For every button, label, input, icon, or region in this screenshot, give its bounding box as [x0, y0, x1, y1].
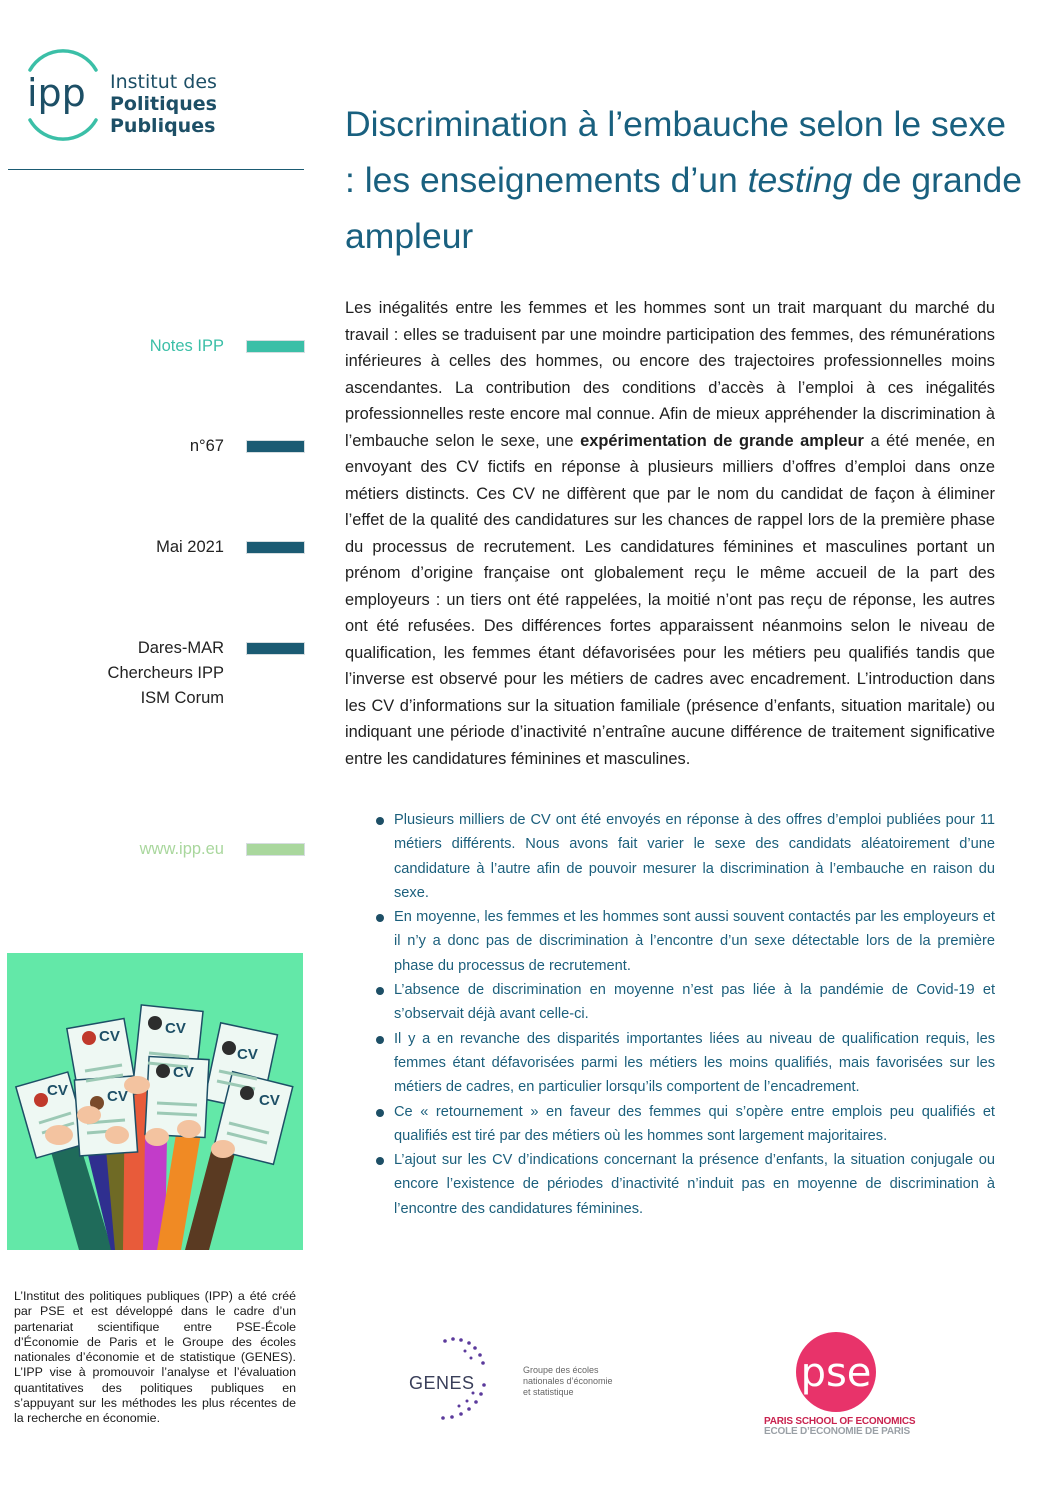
- date-bar: [246, 541, 305, 554]
- authors: [108, 636, 224, 711]
- title-part2: de grande ampleur: [345, 160, 1022, 256]
- genes-logo: [405, 1333, 615, 1428]
- abstract-text-1: Les inégalités entre les femmes et les hommes sont un trait marquant du marché du travail : elles se traduisent par une moindre participation des femmes, des rémunérations inférieures à celles des hommes, ou encore des trajectoires professionnelles moins ascendantes. La contribution des conditions d’accès à l’emploi à ces inégalités professionnelles reste encore mal connue. Afin de mieux appréhender la discrimination à l’embauche selon le sexe, une: [345, 299, 995, 450]
- key-point-text: L’ajout sur les CV d’indications concernant la présence d’enfants, la situation conjugale ou encore l’existence de périodes d’inactivité n’induit pas en moyenne de discrimination à l’encontre des candidatures féminines.: [394, 1152, 995, 1217]
- genes-sub2: nationales d’économie: [523, 1376, 613, 1386]
- key-point: [372, 978, 995, 1027]
- genes-mark-icon: [405, 1333, 501, 1428]
- genes-name: GENES: [409, 1373, 475, 1393]
- issue-bar: [246, 440, 305, 453]
- cv-label: CV: [165, 1020, 186, 1037]
- ipp-logo: [18, 40, 318, 150]
- pse-mark-text: pse: [800, 1350, 872, 1396]
- publication-date: Mai 2021: [156, 538, 224, 556]
- cv-label: CV: [47, 1082, 68, 1099]
- abstract-bold: expérimentation de grande ampleur: [580, 431, 864, 450]
- key-point-text: En moyenne, les femmes et les hommes sont aussi souvent contactés par les employeurs et il n’y a donc pas de discrimination à l’encontre d’un sexe détectable lors de la première phase du processus de recrutement.: [394, 909, 995, 974]
- bullet-icon: [376, 1157, 384, 1165]
- issue-number: n°67: [189, 437, 224, 455]
- abstract: [345, 295, 995, 772]
- ipp-description: L’Institut des politiques publiques (IPP) a été créé par PSE et est développé dans le cadre d’un partenariat scientifique entre PSE-École d’Économie de Paris et le Groupe des écoles nationales d’économie et de statistique (GENES). L’IPP vise à promouvoir l’analyse et l’évaluation quantitatives des politiques publiques en s’appuyant sur les méthodes les plus récentes de la recherche en économie.: [14, 1289, 296, 1426]
- title-italic: testing: [747, 160, 853, 200]
- series-label: Notes IPP: [149, 337, 224, 355]
- key-points-list: [372, 808, 995, 1221]
- cv-label: CV: [259, 1092, 280, 1109]
- website-link[interactable]: www.ipp.eu: [139, 840, 224, 858]
- authors-bar: [246, 642, 305, 655]
- pse-mark-icon: [760, 1328, 920, 1412]
- author-1: Dares-MAR: [137, 639, 224, 657]
- bullet-icon: [376, 1036, 384, 1044]
- logo-name-line2: Politiques Publiques: [110, 93, 217, 137]
- cv-label: CV: [107, 1088, 128, 1105]
- key-point: [372, 1100, 995, 1149]
- ipp-logo-mark: [18, 40, 108, 148]
- genes-sub3: et statistique: [523, 1387, 574, 1397]
- pse-caption2: ECOLE D’ECONOMIE DE PARIS: [764, 1426, 910, 1437]
- key-point: [372, 1148, 995, 1221]
- page-title: [345, 96, 1025, 264]
- author-2: Chercheurs IPP: [107, 664, 224, 682]
- ipp-logo-text: ipp: [27, 71, 86, 115]
- website-bar: [246, 843, 305, 856]
- author-3: ISM Corum: [140, 689, 224, 707]
- title-part1: Discrimination à l’embauche selon le sexe : les enseignements d’un: [345, 104, 1007, 200]
- bullet-icon: [376, 1109, 384, 1117]
- cv-label: CV: [173, 1064, 194, 1081]
- pse-logo: [760, 1328, 920, 1438]
- cv-label: CV: [237, 1046, 258, 1063]
- key-point-text: Plusieurs milliers de CV ont été envoyés en réponse à des offres d’emploi publiées pour 11 métiers différents. Nous avons fait varier le sexe des candidats aléatoirement d’une candidature à l’autre afin de pouvoir mesurer la discrimination à l’embauche en raison du sexe.: [394, 812, 995, 901]
- key-point: [372, 808, 995, 905]
- sidebar-rule: [8, 169, 304, 170]
- pse-caption1: PARIS SCHOOL OF ECONOMICS: [764, 1416, 916, 1427]
- bullet-icon: [376, 987, 384, 995]
- raised-hands-cv-icon: [7, 953, 303, 1250]
- abstract-text-2: a été menée, en envoyant des CV fictifs en réponse à plusieurs milliers d’offres d’emploi dans onze métiers distincts. Ces CV ne diffèrent que par le nom du candidat de façon à éliminer l’effet de la qualité des candidatures sur les chances de rappel lors de la première phase du processus de recrutement. Les candidatures féminines et masculines portant un prénom d’origine française ont globalement reçu le même accueil de la part des employeurs : un tiers ont été rappelées, la moitié n’ont pas reçu de réponse, les autres ont été refusées. Des différences fortes apparaissent néanmoins selon le niveau de qualification, les femmes étant défavorisées pour les métiers peu qualifiés tandis que l’inverse est observé pour les métiers de cadres avec encadrement. L’introduction dans les CV d’informations sur la situation familiale (présence d’enfants, situation maritale) ou indiquant une période d’inactivité n’entraîne aucune différence de traitement significative entre les candidatures féminines et masculines.: [345, 431, 995, 768]
- bullet-icon: [376, 914, 384, 922]
- key-point: [372, 1027, 995, 1100]
- bullet-icon: [376, 817, 384, 825]
- cv-illustration: [7, 953, 303, 1250]
- key-point-text: Il y a en revanche des disparités importantes liées au niveau de qualification requis, les femmes étant défavorisées parmi les métiers les moins qualifiés, mais favorisées sur les métiers de cadres, en particulier lorsqu’ils comportent de l’encadrement.: [394, 1030, 995, 1096]
- series-bar: [246, 340, 305, 353]
- cv-label: CV: [99, 1028, 120, 1045]
- logo-name-line1: Institut des: [110, 71, 217, 93]
- genes-sub1: Groupe des écoles: [523, 1365, 599, 1375]
- key-point-text: L’absence de discrimination en moyenne n’est pas liée à la pandémie de Covid-19 et s’observait déjà avant celle-ci.: [394, 982, 995, 1023]
- key-point: [372, 905, 995, 978]
- key-point-text: Ce « retournement » en faveur des femmes qui s’opère entre emplois peu qualifiés et qualifiés est tiré par des métiers où les hommes sont largement majoritaires.: [394, 1103, 995, 1144]
